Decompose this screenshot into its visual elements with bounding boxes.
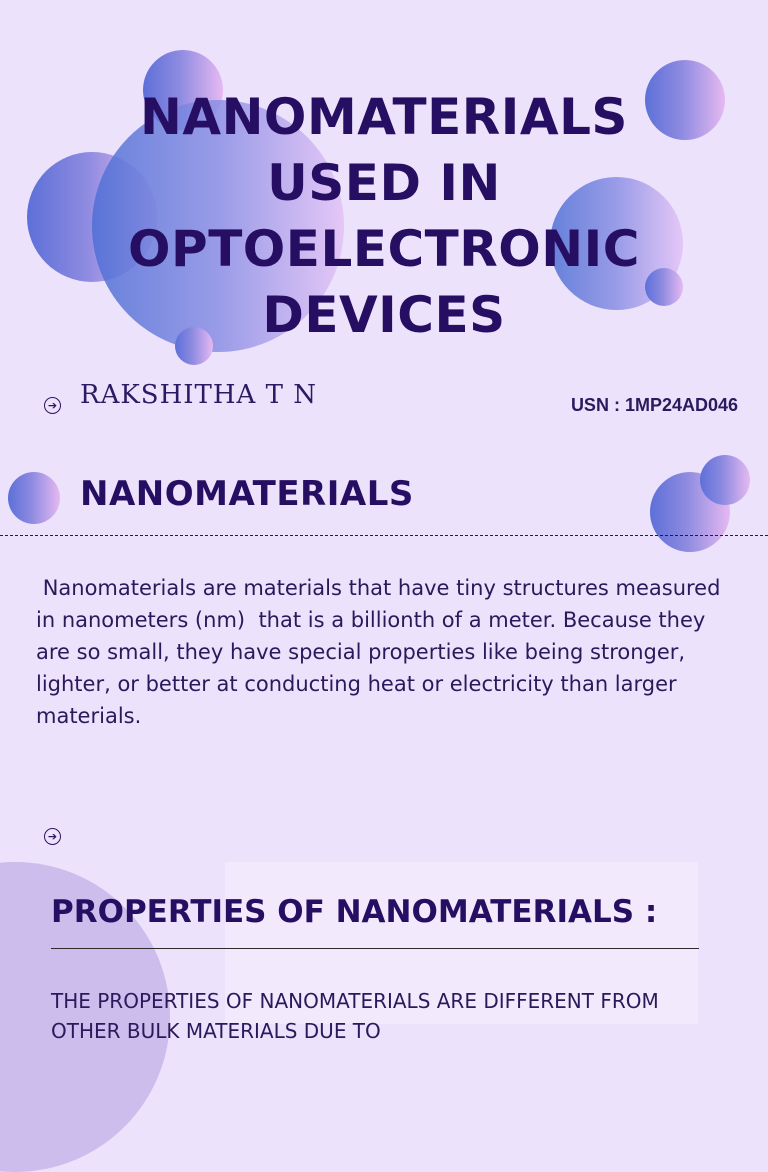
- usn-label: USN : 1MP24AD046: [570, 395, 738, 415]
- definition-paragraph: Nanomaterials are materials that have tiny structures measured in nanometers (nm) that is a billionth of a meter. Because they are so small, they have special properties like being stronger, lighter, or better at conducting heat or electricity than larger materials.: [36, 576, 728, 728]
- arrow-right-circle-icon: ➔: [44, 397, 61, 414]
- arrow-right-circle-icon: ➔: [44, 828, 61, 845]
- title-line: DEVICES: [262, 286, 506, 344]
- decor-bubble: [8, 472, 60, 524]
- section-heading-properties: PROPERTIES OF NANOMATERIALS :: [51, 894, 658, 930]
- heading-underline: [51, 948, 699, 949]
- dashed-divider: [0, 535, 768, 536]
- author-name: RAKSHITHA T N: [80, 380, 317, 410]
- title-line: USED IN: [267, 154, 501, 212]
- properties-text: THE PROPERTIES OF NANOMATERIALS ARE DIFFERENT FROM OTHER BULK MATERIALS DUE TO: [51, 989, 659, 1043]
- title-line: NANOMATERIALS: [140, 88, 628, 146]
- section-heading-nanomaterials: NANOMATERIALS: [80, 474, 414, 514]
- decor-bubble: [700, 455, 750, 505]
- title-line: OPTOELECTRONIC: [128, 220, 640, 278]
- page-title: [0, 84, 768, 348]
